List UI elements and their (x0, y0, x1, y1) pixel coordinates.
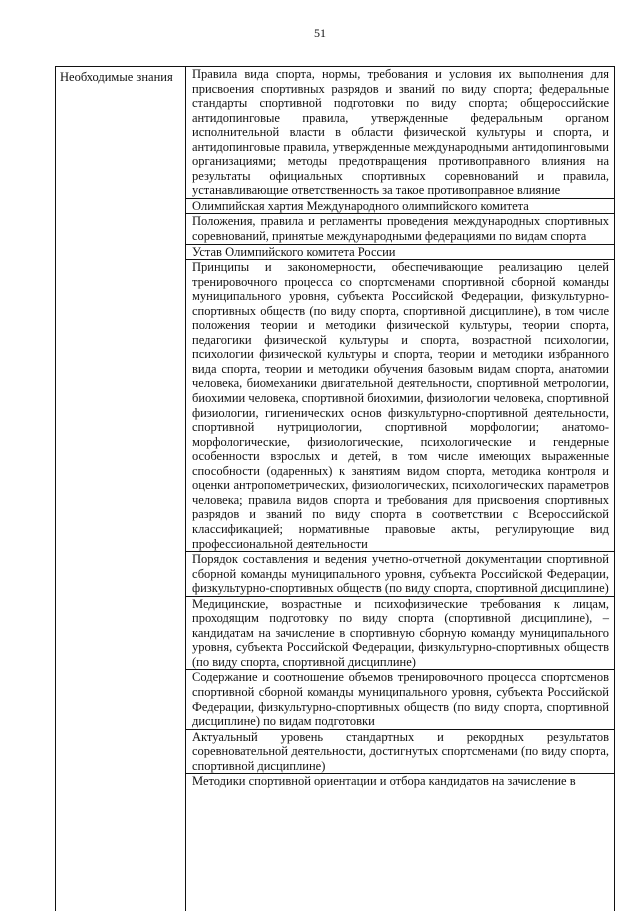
knowledge-entry-result-levels: Актуальный уровень стандартных и рекордных результатов соревновательной деятельности, достигнутых спортсменами (по виду спорта, спортивной дисциплине) (186, 730, 614, 775)
knowledge-entry-international-regulations: Положения, правила и регламенты проведения международных спортивных соревнований, принятые международными федерациями по видам спорта (186, 214, 614, 244)
knowledge-table (55, 66, 615, 911)
knowledge-entry-training-content: Содержание и соотношение объемов тренировочного процесса спортсменов спортивной сборной команды муниципального уровня, субъекта Российской Федерации, физкультурно-спортивных обществ (по виду спорта, спортивной дисциплине) по видам подготовки (186, 670, 614, 729)
knowledge-entry-roc-charter: Устав Олимпийского комитета России (186, 245, 614, 261)
row-label-required-knowledge: Необходимые знания (56, 67, 186, 911)
knowledge-entry-olympic-charter: Олимпийская хартия Международного олимпийского комитета (186, 199, 614, 215)
page-number: 51 (314, 26, 326, 40)
knowledge-entry-selection-methods: Методики спортивной ориентации и отбора кандидатов на зачисление в (192, 774, 576, 789)
knowledge-entry-medical-requirements: Медицинские, возрастные и психофизические требования к лицам, проходящим подготовку по виду спорта (спортивной дисциплине), – кандидатам на зачисление в спортивную сборную команду муниципального уровня, субъекта Российской Федерации, физкультурно-спортивных обществ (по виду спорта, спортивной дисциплине) (186, 597, 614, 671)
knowledge-list (186, 67, 614, 911)
knowledge-entry-sport-rules: Правила вида спорта, нормы, требования и условия их выполнения для присвоения спортивных разрядов и званий по виду спорта; федеральные стандарты спортивной подготовки по виду спорта; общероссийские антидопинговые правила, утвержденные федеральным органом исполнительной власти в области физической культуры и спорта, и антидопинговые правила, утвержденные международными антидопинговыми организациями; методы предотвращения противоправного влияния на результаты официальных спортивных соревнований и правила, устанавливающие ответственность за такое противоправное влияние (186, 67, 614, 199)
knowledge-entry-documentation-procedure: Порядок составления и ведения учетно-отчетной документации спортивной сборной команды муниципального уровня, субъекта Российской Федерации, физкультурно-спортивных обществ (по виду спорта, спортивной дисциплине) (186, 552, 614, 597)
knowledge-entry-training-principles: Принципы и закономерности, обеспечивающие реализацию целей тренировочного процесса со спортсменами спортивной сборной команды муниципального уровня, субъекта Российской Федерации, физкультурно-спортивных обществ (по виду спорта, спортивной дисциплине), в том числе положения теории и методики физической культуры, теории спорта, педагогики физической культуры и спорта, возрастной психологии, психологии физической культуры и спорта, теории и методики избранного вида спорта, теории и методики обучения базовым видам спорта, анатомии человека, биомеханики двигательной деятельности, спортивной метрологии, биохимии человека, спортивной биохимии, физиологии человека, спортивной физиологии, гигиенических основ физкультурно-спортивной деятельности, спортивной нутрициологии, спортивной морфологии; анатомо-морфологические, физиологические, психологические и гендерные особенности взрослых и детей, в том числе имеющих выраженные способности (одаренных) к занятиям видом спорта, методика контроля и оценки антропометрических, физиологических, психологических параметров человека; правила видов спорта и требования для присвоения спортивных разрядов и званий по виду спорта в соответствии с Всероссийской классификацией; нормативные правовые акты, регулирующие вид профессиональной деятельности (186, 260, 614, 552)
